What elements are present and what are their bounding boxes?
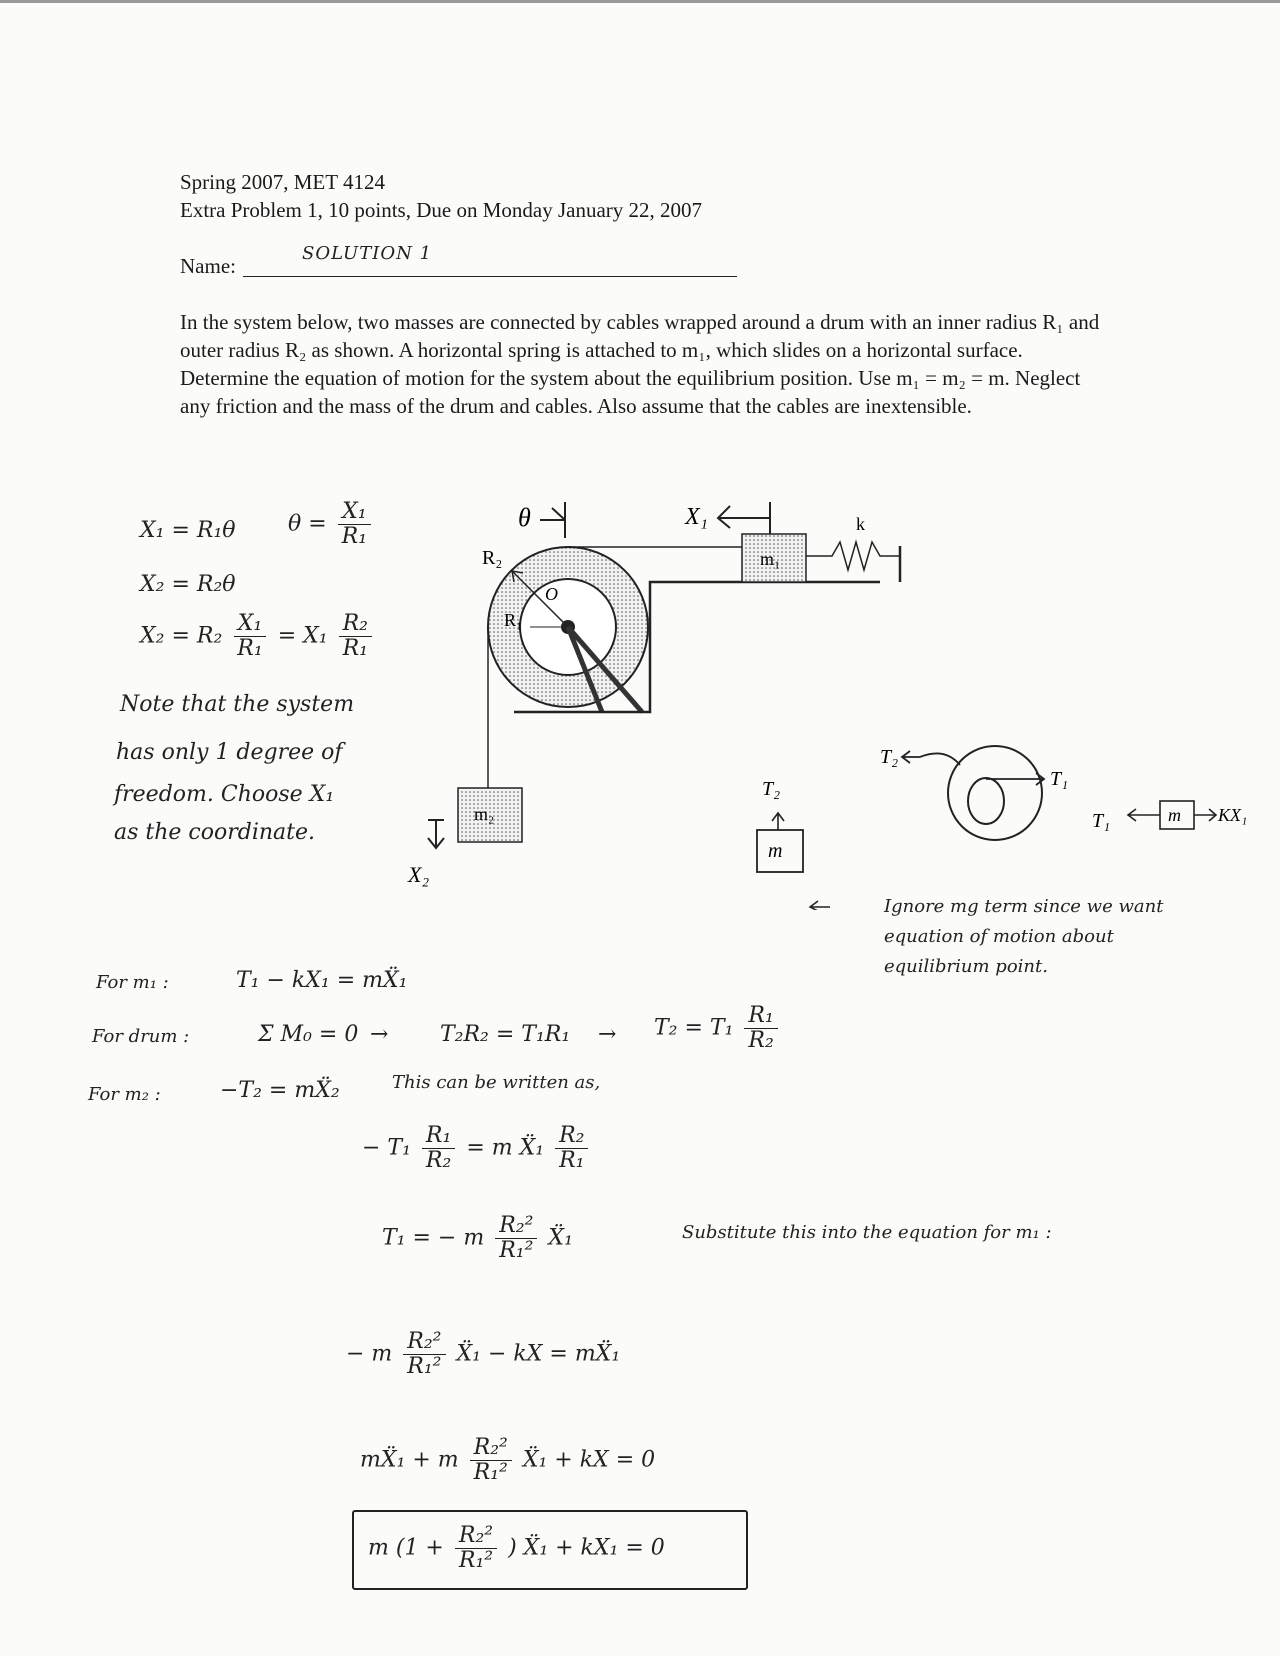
step1-mid: = m Ẍ₁ — [466, 1135, 545, 1161]
step1-lhs: − T₁ — [362, 1135, 411, 1161]
drum-arrow-2: → — [598, 1022, 617, 1047]
x2-fraction-1 — [233, 612, 266, 661]
drum-eq3-num: R₁ — [744, 1004, 777, 1029]
course-line: Spring 2007, MET 4124 — [180, 170, 385, 194]
kinematic-x1: X₁ = R₁θ — [140, 518, 236, 543]
fbd-drum-outer — [948, 746, 1042, 840]
x2-arrow-icon — [428, 820, 444, 848]
mass-m1-label: m₁ — [760, 549, 781, 569]
x1-arrow-icon — [718, 502, 770, 534]
drum-equation-1: Σ M₀ = 0 — [258, 1022, 359, 1047]
fbd-m1-kx-arrow-icon — [1194, 809, 1216, 821]
ignore-note-line-2: equation of motion about — [884, 926, 1114, 947]
theta-lhs: θ = — [288, 511, 327, 537]
kinematic-x2: X₂ = R₂θ — [140, 572, 236, 597]
final-fraction — [455, 1524, 497, 1573]
center-label: O — [545, 584, 558, 604]
x2-den1: R₁ — [237, 636, 263, 662]
name-value: SOLUTION 1 — [302, 243, 433, 264]
x2-lhs: X₂ = R₂ — [140, 623, 223, 649]
step3-lhs: − m — [346, 1341, 393, 1367]
drum-eq3-fraction — [744, 1004, 777, 1053]
note-line-4: as the coordinate. — [114, 820, 316, 845]
step2-num: R₂² — [495, 1214, 537, 1239]
fbd-m2-t2-label: T₂ — [762, 778, 781, 800]
step4-num: R₂² — [470, 1436, 512, 1461]
fbd-m1-t1-label: T₁ — [1092, 810, 1111, 832]
fbd-drum-t2-label: T₂ — [880, 746, 899, 768]
fbd-drum-inner — [968, 778, 1004, 824]
note-line-1: Note that the system — [120, 692, 355, 717]
name-label: Name: — [180, 254, 236, 278]
m2-equation: −T₂ = mẌ₂ — [220, 1078, 340, 1103]
step4-den: R₁² — [473, 1460, 508, 1486]
inner-radius-label: R₁ — [504, 610, 523, 630]
fbd-drum-t2-arrow-icon — [902, 751, 960, 765]
fbd-m2-up-arrow-icon — [772, 813, 784, 830]
step1-num1: R₁ — [422, 1124, 455, 1149]
outer-radius-label: R₂ — [482, 547, 503, 569]
step1-fraction-1 — [422, 1124, 455, 1173]
final-num: R₂² — [455, 1524, 497, 1549]
assignment-line: Extra Problem 1, 10 points, Due on Monday January 22, 2007 — [180, 198, 703, 222]
substitute-note: Substitute this into the equation for m₁ : — [682, 1222, 1052, 1243]
step1-fraction-2 — [555, 1124, 588, 1173]
fbd-m1-label: m — [1168, 805, 1181, 825]
x2-mid: = X₁ — [277, 623, 328, 649]
scan-edge — [0, 0, 1280, 3]
x2-num2: R₂ — [339, 612, 372, 637]
ignore-note-line-3: equilibrium point. — [884, 956, 1048, 977]
theta-num: X₁ — [338, 500, 370, 525]
note-pointer-icon — [810, 901, 830, 910]
step2-lhs: T₁ = − m — [382, 1225, 485, 1251]
step3-equation — [346, 1330, 620, 1379]
rewrite-note: This can be written as, — [392, 1072, 601, 1093]
problem-statement: In the system below, two masses are connected by cables wrapped around a drum with an inner radius R₁ and outer radius R₂ as shown. A horizontal spring is attached to m₁, which slides on a horizontal surface. Determine the equation of motion for the system about the equilibrium position. Use m₁ = m₂ = m. Neglect any friction and the mass of the drum and cables. Also assume that the cables are inextensible. — [180, 310, 1100, 418]
kinematic-x2-expanded — [140, 612, 376, 661]
drum-eq3-den: R₂ — [748, 1028, 774, 1054]
spring — [806, 542, 900, 570]
x2-den2: R₁ — [342, 636, 368, 662]
step4-rhs: Ẍ₁ + kX = 0 — [522, 1447, 656, 1473]
note-line-3: freedom. Choose X₁ — [114, 782, 335, 807]
step1-den2: R₁ — [559, 1148, 585, 1174]
mass-m2-label: m₂ — [474, 804, 495, 824]
name-underline — [243, 276, 737, 277]
fbd-m1-t1-arrow-icon — [1128, 809, 1160, 821]
drum-eq3-lhs: T₂ = T₁ — [654, 1015, 734, 1041]
step3-fraction — [403, 1330, 445, 1379]
free-body-diagrams — [740, 735, 1260, 910]
kinematic-theta — [288, 500, 375, 549]
ignore-note-line-1: Ignore mg term since we want — [884, 896, 1164, 917]
x2-fraction-2 — [339, 612, 372, 661]
fbd-m1-kx-label: KX₁ — [1218, 805, 1248, 825]
step2-fraction — [495, 1214, 537, 1263]
fbd-m2-label: m — [768, 840, 783, 862]
step2-equation — [382, 1214, 573, 1263]
step3-den: R₁² — [407, 1354, 442, 1380]
theta-arrow-icon — [540, 502, 565, 538]
drum-equation-3 — [654, 1004, 782, 1053]
step4-lhs: mẌ₁ + m — [360, 1447, 459, 1473]
x2-label: X₂ — [408, 862, 430, 887]
step1-den1: R₂ — [425, 1148, 452, 1174]
final-lhs: m (1 + — [368, 1535, 444, 1561]
step1-num2: R₂ — [555, 1124, 588, 1149]
m2-label: For m₂ : — [88, 1084, 161, 1105]
x1-label: X₁ — [685, 504, 709, 530]
m1-equation: T₁ − kX₁ = mẌ₁ — [236, 968, 408, 993]
theta-label: θ — [518, 503, 531, 532]
final-equation — [368, 1524, 665, 1573]
m1-label: For m₁ : — [96, 972, 169, 993]
final-rhs: ) Ẍ₁ + kX₁ = 0 — [508, 1535, 665, 1561]
step4-fraction — [470, 1436, 512, 1485]
step2-den: R₁² — [499, 1238, 534, 1264]
final-den: R₁² — [458, 1548, 494, 1574]
drum-label: For drum : — [92, 1026, 190, 1047]
theta-den: R₁ — [341, 524, 368, 550]
step1-equation — [362, 1124, 592, 1173]
step3-rhs: Ẍ₁ − kX = mẌ₁ — [456, 1341, 621, 1367]
note-line-2: has only 1 degree of — [116, 740, 343, 765]
drum-arrow-1: → — [370, 1022, 389, 1047]
drum-equation-2: T₂R₂ = T₁R₁ — [440, 1022, 571, 1047]
fbd-drum-t1-label: T₁ — [1050, 768, 1069, 790]
theta-fraction — [338, 500, 371, 549]
step3-num: R₂² — [403, 1330, 445, 1355]
fbd-drum-t1-arrow-icon — [986, 773, 1044, 785]
spring-label: k — [856, 514, 865, 534]
step2-rhs: Ẍ₁ — [548, 1225, 573, 1251]
step4-equation — [360, 1436, 655, 1485]
x2-num1: X₁ — [234, 612, 266, 637]
